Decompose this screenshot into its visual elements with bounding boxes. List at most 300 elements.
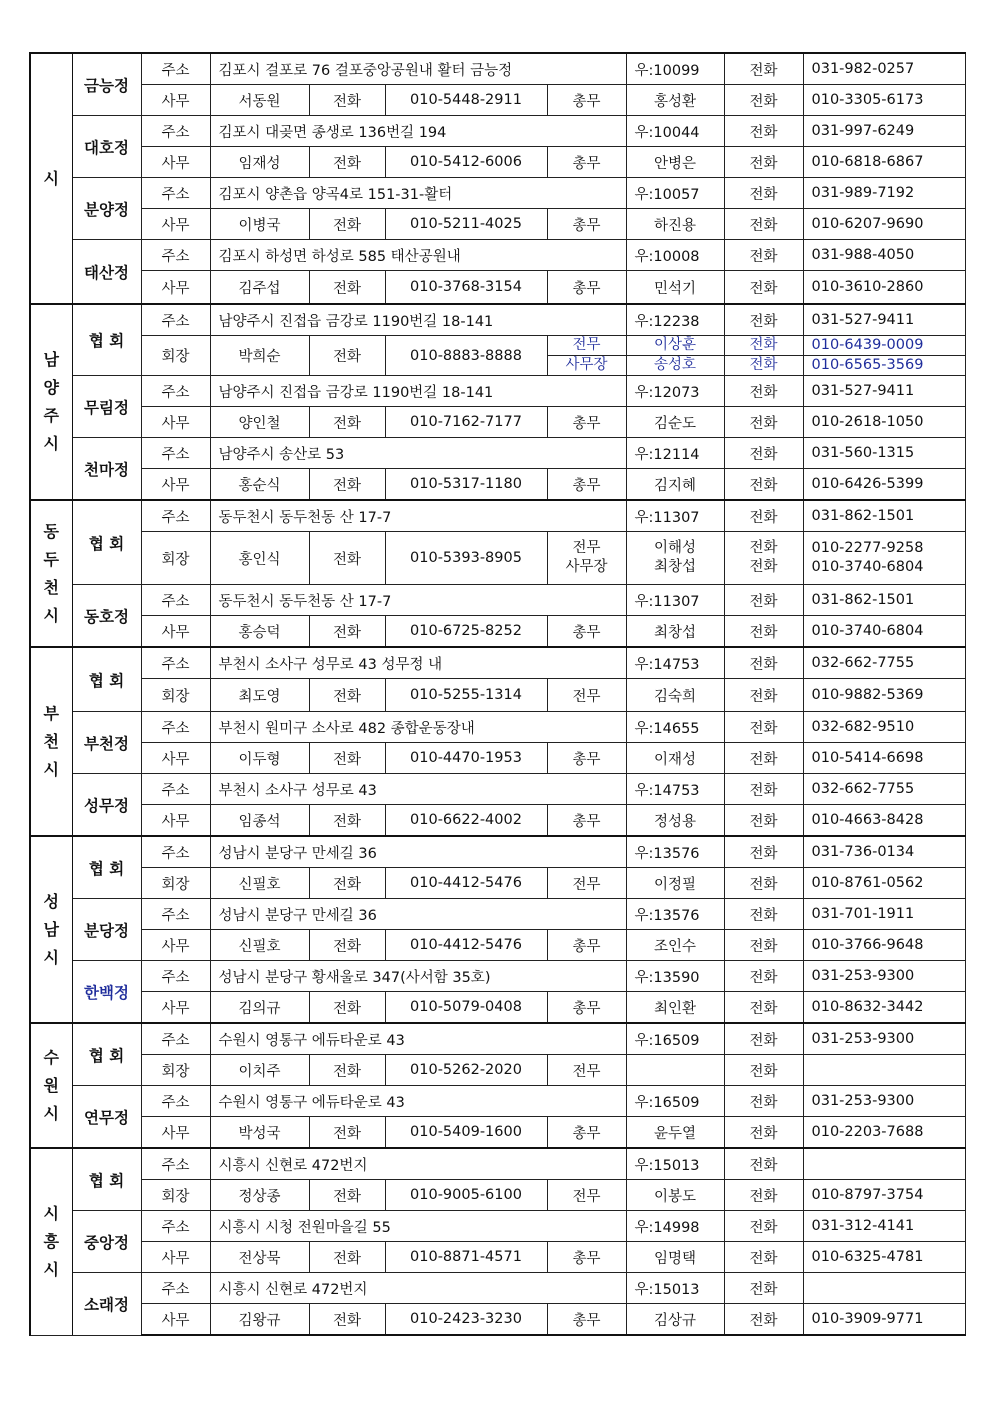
lead-phone: 010-5255-1314 <box>385 679 547 712</box>
lead-phone: 010-5448-2911 <box>385 85 547 116</box>
lead-name: 신필호 <box>210 868 309 899</box>
phone-label: 전화 <box>309 868 385 899</box>
lead-phone: 010-3768-3154 <box>385 271 547 305</box>
club-name: 금능정 <box>72 53 141 116</box>
officer-phone: 010-2618-1050 <box>803 407 965 438</box>
phone-label: 전화 <box>724 1023 803 1055</box>
phone-label: 전화 <box>724 85 803 116</box>
club-name: 소래정 <box>72 1273 141 1336</box>
lead-name: 박희순 <box>210 336 309 376</box>
lead-name: 홍인식 <box>210 532 309 585</box>
office-phone: 031-253-9300 <box>803 1023 965 1055</box>
office-phone: 031-253-9300 <box>803 961 965 992</box>
address-label: 주소 <box>141 53 210 85</box>
phone-label: 전화 <box>724 868 803 899</box>
phone-label: 전화 <box>724 1211 803 1242</box>
club-name: 천마정 <box>72 438 141 501</box>
address-row <box>30 376 965 407</box>
office-phone: 032-662-7755 <box>803 774 965 805</box>
address-label: 주소 <box>141 240 210 271</box>
office-phone: 031-253-9300 <box>803 1086 965 1117</box>
phone-label: 전화 <box>724 712 803 743</box>
lead-name: 서동원 <box>210 85 309 116</box>
postal-code: 우:13576 <box>626 899 724 930</box>
contact-row <box>30 1055 965 1086</box>
officer-role: 총무 <box>547 1117 626 1149</box>
phone-label: 전화 <box>724 438 803 469</box>
lead-name: 임재성 <box>210 147 309 178</box>
postal-code: 우:14753 <box>626 647 724 679</box>
phone-label: 전화 <box>309 679 385 712</box>
officer-phone: 010-3766-9648 <box>803 930 965 961</box>
archery-club-directory-table <box>29 52 966 1336</box>
office-phone: 031-736-0134 <box>803 836 965 868</box>
club-name: 협 회 <box>72 1023 141 1086</box>
postal-code: 우:15013 <box>626 1148 724 1180</box>
postal-code: 우:12238 <box>626 304 724 336</box>
address-row <box>30 1273 965 1304</box>
phone-label: 전화 <box>309 532 385 585</box>
city-name: 성 남 시 <box>30 836 72 1023</box>
lead-role: 사무 <box>141 616 210 648</box>
officer-name: 김숙희 <box>626 679 724 712</box>
officer-phone-2: 010-6565-3569 <box>811 357 924 373</box>
phone-label: 전화 <box>309 1242 385 1273</box>
lead-role: 사무 <box>141 1117 210 1149</box>
address-value: 김포시 하성면 하성로 585 태산공원내 <box>210 240 626 271</box>
address-label: 주소 <box>141 438 210 469</box>
contact-row <box>30 743 965 774</box>
phone-label: 전화 <box>309 271 385 305</box>
officer-name: 최인환 <box>626 992 724 1024</box>
phone-label: 전화 <box>724 585 803 616</box>
officer-phone: 010-3305-6173 <box>803 85 965 116</box>
address-row <box>30 585 965 616</box>
officer-phone <box>803 532 965 585</box>
city-name: 동 두 천 시 <box>30 500 72 647</box>
phone-label: 전화 <box>309 336 385 376</box>
address-value: 남양주시 송산로 53 <box>210 438 626 469</box>
officer-phone-1: 010-6439-0009 <box>804 336 965 356</box>
club-name: 대호정 <box>72 116 141 178</box>
phone-label: 전화 <box>724 899 803 930</box>
club-name: 협 회 <box>72 647 141 712</box>
postal-code: 우:12114 <box>626 438 724 469</box>
city-name: 시 <box>30 53 72 304</box>
officer-role-2: 사무장 <box>565 559 608 575</box>
address-label: 주소 <box>141 1148 210 1180</box>
contact-row <box>30 469 965 501</box>
phone-label: 전화 <box>724 116 803 147</box>
office-phone: 031-862-1501 <box>803 585 965 616</box>
address-value: 수원시 영통구 에듀타운로 43 <box>210 1086 626 1117</box>
phone-label: 전화 <box>309 147 385 178</box>
postal-code: 우:14998 <box>626 1211 724 1242</box>
lead-name: 양인철 <box>210 407 309 438</box>
phone-label: 전화 <box>724 836 803 868</box>
lead-name: 홍승덕 <box>210 616 309 648</box>
lead-name: 이두형 <box>210 743 309 774</box>
postal-code: 우:14655 <box>626 712 724 743</box>
officer-name: 윤두열 <box>626 1117 724 1149</box>
lead-role: 회장 <box>141 868 210 899</box>
postal-code: 우:13590 <box>626 961 724 992</box>
office-phone <box>803 1148 965 1180</box>
officer-name: 김지혜 <box>626 469 724 501</box>
city-name: 수 원 시 <box>30 1023 72 1148</box>
lead-name: 신필호 <box>210 930 309 961</box>
lead-role: 사무 <box>141 209 210 240</box>
office-phone: 032-662-7755 <box>803 647 965 679</box>
officer-role: 총무 <box>547 992 626 1024</box>
address-value: 동두천시 동두천동 산 17-7 <box>210 500 626 532</box>
phone-label: 전화 <box>724 961 803 992</box>
postal-code: 우:16509 <box>626 1086 724 1117</box>
address-label: 주소 <box>141 585 210 616</box>
lead-name: 전상묵 <box>210 1242 309 1273</box>
officer-role: 전무 <box>547 1180 626 1211</box>
lead-phone: 010-9005-6100 <box>385 1180 547 1211</box>
office-phone: 032-682-9510 <box>803 712 965 743</box>
officer-name: 민석기 <box>626 271 724 305</box>
office-phone: 031-989-7192 <box>803 178 965 209</box>
lead-name: 김주섭 <box>210 271 309 305</box>
postal-code: 우:16509 <box>626 1023 724 1055</box>
address-label: 주소 <box>141 116 210 147</box>
officer-name: 이재성 <box>626 743 724 774</box>
address-row <box>30 1211 965 1242</box>
address-row <box>30 116 965 147</box>
address-row <box>30 899 965 930</box>
lead-phone: 010-6725-8252 <box>385 616 547 648</box>
address-label: 주소 <box>141 178 210 209</box>
contact-row <box>30 1304 965 1336</box>
lead-role: 사무 <box>141 469 210 501</box>
officer-phone-2: 010-3740-6804 <box>811 559 924 575</box>
postal-code: 우:14753 <box>626 774 724 805</box>
phone-label: 전화 <box>309 469 385 501</box>
phone-label: 전화 <box>724 616 803 648</box>
officer-name: 정성용 <box>626 805 724 837</box>
address-value: 남양주시 진접읍 금강로 1190번길 18-141 <box>210 304 626 336</box>
officer-role: 총무 <box>547 1242 626 1273</box>
officer-name <box>626 336 724 376</box>
address-value: 성남시 분당구 만세길 36 <box>210 899 626 930</box>
phone-label: 전화 <box>309 1055 385 1086</box>
lead-role: 회장 <box>141 336 210 376</box>
club-name: 성무정 <box>72 774 141 837</box>
address-row <box>30 178 965 209</box>
officer-role: 총무 <box>547 469 626 501</box>
postal-code: 우:13576 <box>626 836 724 868</box>
officer-name-2: 송성호 <box>653 357 697 373</box>
phone-label: 전화 <box>309 209 385 240</box>
contact-row <box>30 1117 965 1149</box>
lead-phone: 010-5409-1600 <box>385 1117 547 1149</box>
contact-row <box>30 616 965 648</box>
address-value: 시흥시 신현로 472번지 <box>210 1148 626 1180</box>
officer-phone: 010-8761-0562 <box>803 868 965 899</box>
lead-phone: 010-5079-0408 <box>385 992 547 1024</box>
officer-role: 총무 <box>547 271 626 305</box>
officer-role: 총무 <box>547 743 626 774</box>
address-value: 수원시 영통구 에듀타운로 43 <box>210 1023 626 1055</box>
address-row <box>30 836 965 868</box>
club-name: 중앙정 <box>72 1211 141 1273</box>
postal-code: 우:10044 <box>626 116 724 147</box>
postal-code: 우:10057 <box>626 178 724 209</box>
phone-label: 전화 <box>309 85 385 116</box>
city-name: 시 흥 시 <box>30 1148 72 1335</box>
lead-name: 김왕규 <box>210 1304 309 1336</box>
officer-phone: 010-6818-6867 <box>803 147 965 178</box>
postal-code: 우:12073 <box>626 376 724 407</box>
lead-role: 회장 <box>141 1055 210 1086</box>
address-value: 시흥시 신현로 472번지 <box>210 1273 626 1304</box>
postal-code: 우:10008 <box>626 240 724 271</box>
lead-name: 이병국 <box>210 209 309 240</box>
lead-role: 사무 <box>141 992 210 1024</box>
officer-phone-1: 010-2277-9258 <box>811 540 924 556</box>
phone-label: 전화 <box>309 1304 385 1336</box>
phone-label: 전화 <box>309 407 385 438</box>
office-phone: 031-527-9411 <box>803 304 965 336</box>
officer-role-1: 전무 <box>572 540 601 556</box>
address-row <box>30 500 965 532</box>
officer-name-1: 이해성 <box>653 540 697 556</box>
officer-phone: 010-3909-9771 <box>803 1304 965 1336</box>
address-label: 주소 <box>141 1086 210 1117</box>
office-phone <box>803 1273 965 1304</box>
officer-phone <box>803 336 965 376</box>
address-value: 부천시 원미구 소사로 482 종합운동장내 <box>210 712 626 743</box>
phone-label: 전화 <box>724 992 803 1024</box>
officer-name: 조인수 <box>626 930 724 961</box>
contact-row <box>30 930 965 961</box>
club-name: 협 회 <box>72 1148 141 1211</box>
officer-name: 김상규 <box>626 1304 724 1336</box>
city-name: 남 양 주 시 <box>30 304 72 500</box>
lead-role: 사무 <box>141 147 210 178</box>
address-row <box>30 1148 965 1180</box>
phone-label: 전화 <box>724 1148 803 1180</box>
lead-name: 김의규 <box>210 992 309 1024</box>
address-row <box>30 712 965 743</box>
phone-label: 전화 <box>309 992 385 1024</box>
lead-role: 사무 <box>141 407 210 438</box>
phone-label <box>724 532 803 585</box>
address-label: 주소 <box>141 376 210 407</box>
phone-label: 전화 <box>724 647 803 679</box>
office-phone: 031-701-1911 <box>803 899 965 930</box>
officer-name <box>626 1055 724 1086</box>
officer-phone: 010-8632-3442 <box>803 992 965 1024</box>
phone-label: 전화 <box>724 1304 803 1336</box>
officer-role: 총무 <box>547 209 626 240</box>
address-row <box>30 1086 965 1117</box>
address-label: 주소 <box>141 774 210 805</box>
phone-label: 전화 <box>309 1180 385 1211</box>
officer-role: 총무 <box>547 147 626 178</box>
lead-phone: 010-2423-3230 <box>385 1304 547 1336</box>
club-name: 태산정 <box>72 240 141 305</box>
lead-name: 이치주 <box>210 1055 309 1086</box>
officer-role: 총무 <box>547 616 626 648</box>
club-name: 협 회 <box>72 304 141 376</box>
address-label: 주소 <box>141 647 210 679</box>
address-value: 남양주시 진접읍 금강로 1190번길 18-141 <box>210 376 626 407</box>
address-value: 김포시 대곶면 종생로 136번길 194 <box>210 116 626 147</box>
contact-row <box>30 805 965 837</box>
lead-phone: 010-5393-8905 <box>385 532 547 585</box>
contact-row <box>30 1180 965 1211</box>
phone-label: 전화 <box>309 805 385 837</box>
contact-row <box>30 336 965 376</box>
address-value: 성남시 분당구 만세길 36 <box>210 836 626 868</box>
phone-label <box>724 336 803 376</box>
lead-phone: 010-8883-8888 <box>385 336 547 376</box>
phone-label-2: 전화 <box>749 559 778 575</box>
phone-label-1: 전화 <box>749 540 778 556</box>
address-row <box>30 774 965 805</box>
address-row <box>30 647 965 679</box>
officer-phone <box>803 1055 965 1086</box>
officer-name: 최창섭 <box>626 616 724 648</box>
city-name: 부 천 시 <box>30 647 72 836</box>
contact-row <box>30 1242 965 1273</box>
phone-label: 전화 <box>724 376 803 407</box>
phone-label: 전화 <box>724 1086 803 1117</box>
phone-label-1: 전화 <box>725 336 803 356</box>
postal-code: 우:11307 <box>626 585 724 616</box>
address-value: 동두천시 동두천동 산 17-7 <box>210 585 626 616</box>
officer-role <box>547 336 626 376</box>
office-phone: 031-988-4050 <box>803 240 965 271</box>
office-phone: 031-982-0257 <box>803 53 965 85</box>
lead-role: 사무 <box>141 1242 210 1273</box>
phone-label: 전화 <box>724 1273 803 1304</box>
officer-phone: 010-3740-6804 <box>803 616 965 648</box>
office-phone: 031-312-4141 <box>803 1211 965 1242</box>
club-name: 무림정 <box>72 376 141 438</box>
address-label: 주소 <box>141 1023 210 1055</box>
phone-label: 전화 <box>724 147 803 178</box>
phone-label: 전화 <box>724 209 803 240</box>
contact-row <box>30 532 965 585</box>
address-value: 김포시 걸포로 76 걸포중앙공원내 활터 금능정 <box>210 53 626 85</box>
officer-role <box>547 532 626 585</box>
address-label: 주소 <box>141 836 210 868</box>
office-phone: 031-862-1501 <box>803 500 965 532</box>
contact-row <box>30 679 965 712</box>
lead-role: 회장 <box>141 1180 210 1211</box>
address-label: 주소 <box>141 961 210 992</box>
contact-row <box>30 407 965 438</box>
lead-phone: 010-5211-4025 <box>385 209 547 240</box>
phone-label: 전화 <box>309 616 385 648</box>
officer-role: 총무 <box>547 407 626 438</box>
lead-phone: 010-8871-4571 <box>385 1242 547 1273</box>
officer-role-2: 사무장 <box>565 357 608 373</box>
officer-name: 안병은 <box>626 147 724 178</box>
phone-label: 전화 <box>724 469 803 501</box>
club-name: 분양정 <box>72 178 141 240</box>
postal-code: 우:15013 <box>626 1273 724 1304</box>
lead-role: 사무 <box>141 805 210 837</box>
officer-phone: 010-9882-5369 <box>803 679 965 712</box>
contact-row <box>30 209 965 240</box>
lead-role: 사무 <box>141 743 210 774</box>
officer-role: 전무 <box>547 1055 626 1086</box>
phone-label: 전화 <box>724 805 803 837</box>
club-name: 협 회 <box>72 500 141 585</box>
officer-phone: 010-6426-5399 <box>803 469 965 501</box>
officer-name <box>626 532 724 585</box>
lead-role: 사무 <box>141 85 210 116</box>
lead-name: 최도영 <box>210 679 309 712</box>
address-row <box>30 438 965 469</box>
officer-role: 전무 <box>547 679 626 712</box>
lead-phone: 010-5412-6006 <box>385 147 547 178</box>
officer-role-1: 전무 <box>548 336 626 356</box>
lead-phone: 010-7162-7177 <box>385 407 547 438</box>
postal-code: 우:11307 <box>626 500 724 532</box>
phone-label: 전화 <box>309 1117 385 1149</box>
officer-phone: 010-2203-7688 <box>803 1117 965 1149</box>
lead-role: 회장 <box>141 532 210 585</box>
phone-label: 전화 <box>724 774 803 805</box>
lead-phone: 010-5262-2020 <box>385 1055 547 1086</box>
lead-phone: 010-4412-5476 <box>385 930 547 961</box>
officer-name: 임명택 <box>626 1242 724 1273</box>
officer-role: 총무 <box>547 85 626 116</box>
postal-code: 우:10099 <box>626 53 724 85</box>
phone-label: 전화 <box>724 304 803 336</box>
contact-row <box>30 147 965 178</box>
officer-role: 전무 <box>547 868 626 899</box>
lead-name: 정상종 <box>210 1180 309 1211</box>
contact-row <box>30 868 965 899</box>
address-row <box>30 961 965 992</box>
address-row <box>30 240 965 271</box>
lead-phone: 010-4412-5476 <box>385 868 547 899</box>
officer-role: 총무 <box>547 1304 626 1336</box>
address-value: 시흥시 시청 전원마을길 55 <box>210 1211 626 1242</box>
address-row <box>30 53 965 85</box>
office-phone: 031-560-1315 <box>803 438 965 469</box>
phone-label: 전화 <box>724 240 803 271</box>
contact-row <box>30 271 965 305</box>
officer-phone: 010-3610-2860 <box>803 271 965 305</box>
lead-role: 사무 <box>141 1304 210 1336</box>
officer-name-2: 최창섭 <box>653 559 697 575</box>
address-label: 주소 <box>141 712 210 743</box>
officer-name: 김순도 <box>626 407 724 438</box>
office-phone: 031-997-6249 <box>803 116 965 147</box>
phone-label: 전화 <box>309 930 385 961</box>
phone-label: 전화 <box>724 930 803 961</box>
phone-label: 전화 <box>724 679 803 712</box>
club-name: 부천정 <box>72 712 141 774</box>
address-label: 주소 <box>141 304 210 336</box>
club-name: 협 회 <box>72 836 141 899</box>
club-name: 연무정 <box>72 1086 141 1149</box>
phone-label: 전화 <box>724 407 803 438</box>
address-label: 주소 <box>141 899 210 930</box>
contact-row <box>30 992 965 1024</box>
address-row <box>30 1023 965 1055</box>
officer-name: 홍성환 <box>626 85 724 116</box>
